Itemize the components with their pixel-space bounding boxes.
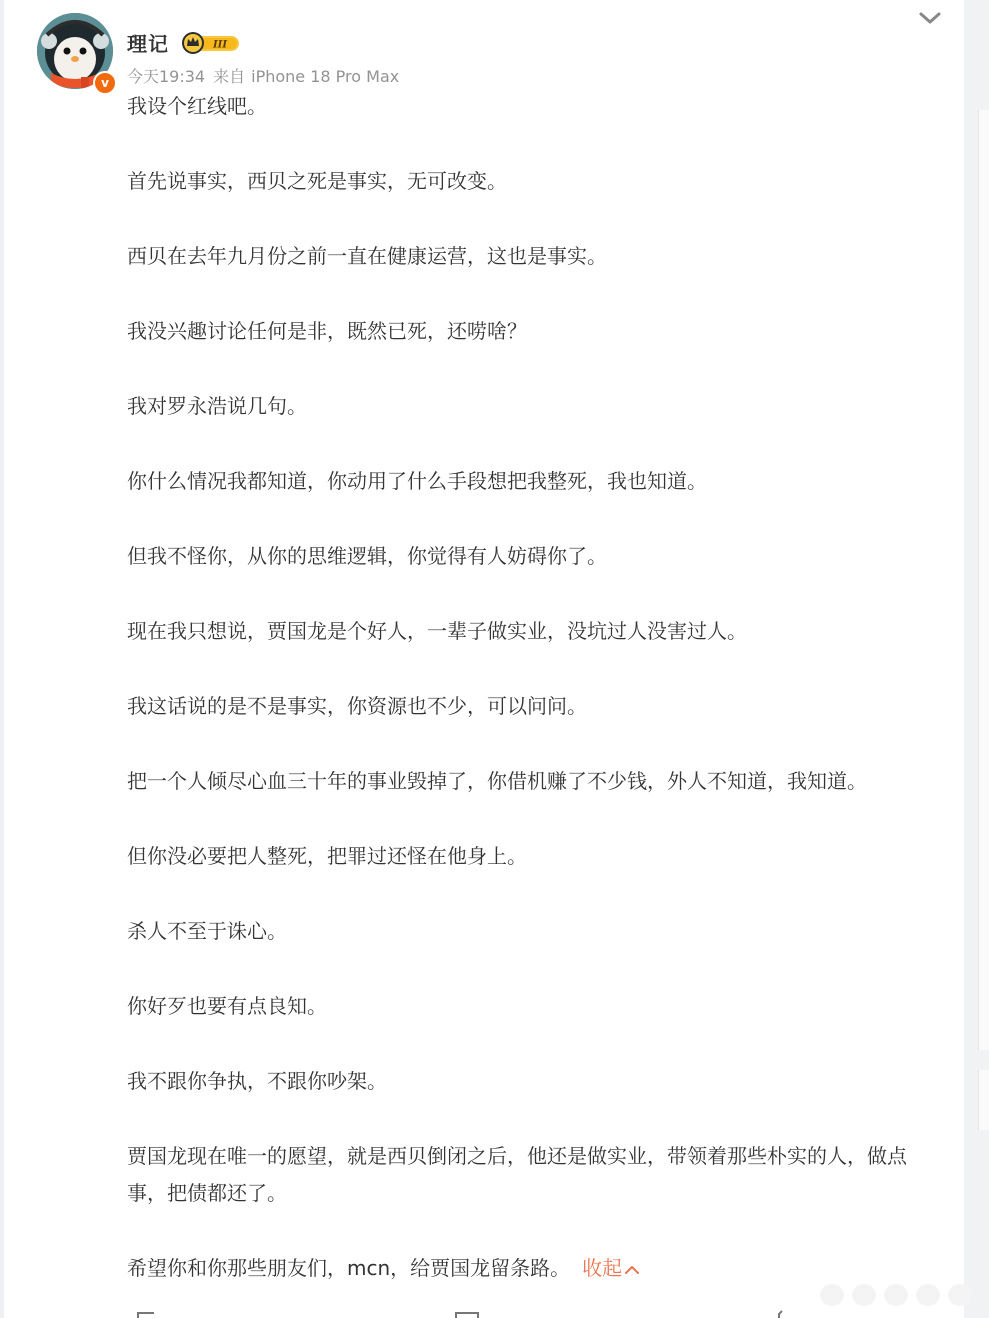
chevron-up-icon <box>624 1264 640 1276</box>
paragraph: 首先说事实，西贝之死是事实，无可改变。 <box>127 169 507 193</box>
paragraph: 西贝在去年九月份之前一直在健康运营，这也是事实。 <box>127 244 607 268</box>
post-time[interactable]: 今天19:34 <box>127 67 206 86</box>
collapse-button[interactable] <box>582 1256 640 1280</box>
vip-level-text: III <box>212 39 228 51</box>
comment-icon[interactable] <box>454 1310 484 1318</box>
paragraph: 你什么情况我都知道，你动用了什么手段想把我整死，我也知道。 <box>127 469 707 493</box>
paragraph: 贾国龙现在唯一的愿望，就是西贝倒闭之后，他还是做实业，带领着那些朴实的人，做点事，把债都还了。 <box>127 1144 907 1205</box>
paragraph: 现在我只想说，贾国龙是个好人，一辈子做实业，没坑过人没害过人。 <box>127 619 747 643</box>
paragraph: 我没兴趣讨论任何是非，既然已死，还唠啥？ <box>127 319 527 343</box>
post-meta <box>127 64 399 87</box>
paragraph: 你好歹也要有点良知。 <box>127 994 327 1018</box>
source-device: iPhone 18 Pro Max <box>251 67 400 86</box>
collapse-label: 收起 <box>582 1256 623 1280</box>
post-card <box>4 0 964 1318</box>
chevron-down-icon[interactable] <box>916 9 944 29</box>
paragraph: 我不跟你争执，不跟你吵架。 <box>127 1069 387 1093</box>
paragraph: 但你没必要把人整死，把罪过还怪在他身上。 <box>127 844 527 868</box>
side-panel-edge <box>978 110 989 1050</box>
scroll-dot <box>948 1284 972 1306</box>
scroll-dot <box>916 1284 940 1306</box>
repost-icon[interactable] <box>134 1310 164 1318</box>
scroll-dot <box>820 1284 844 1306</box>
source-prefix: 来自 <box>213 67 246 86</box>
paragraph: 把一个人倾尽心血三十年的事业毁掉了，你借机赚了不少钱，外人不知道，我知道。 <box>127 769 867 793</box>
scroll-dot <box>884 1284 908 1306</box>
paragraph-last <box>127 1250 937 1287</box>
paragraph: 我对罗永浩说几句。 <box>127 394 307 418</box>
post-action-bar <box>4 1308 964 1318</box>
vip-crown-icon[interactable] <box>181 32 241 54</box>
paragraph: 我这话说的是不是事实，你资源也不少，可以问问。 <box>127 694 587 718</box>
paragraph: 但我不怪你，从你的思维逻辑，你觉得有人妨碍你了。 <box>127 544 607 568</box>
post-content <box>127 88 937 1287</box>
paragraph: 杀人不至于诛心。 <box>127 919 287 943</box>
paragraph: 我设个红线吧。 <box>127 94 267 118</box>
verified-badge-icon: v <box>93 71 117 95</box>
scroll-indicator <box>820 1283 978 1307</box>
scroll-dot <box>852 1284 876 1306</box>
side-panel-edge <box>978 1070 989 1130</box>
like-icon[interactable] <box>774 1310 788 1318</box>
paragraph-last-text: 希望你和你那些朋友们，mcn，给贾国龙留条路。 <box>127 1256 571 1280</box>
author-name[interactable]: 理记 <box>127 32 169 56</box>
